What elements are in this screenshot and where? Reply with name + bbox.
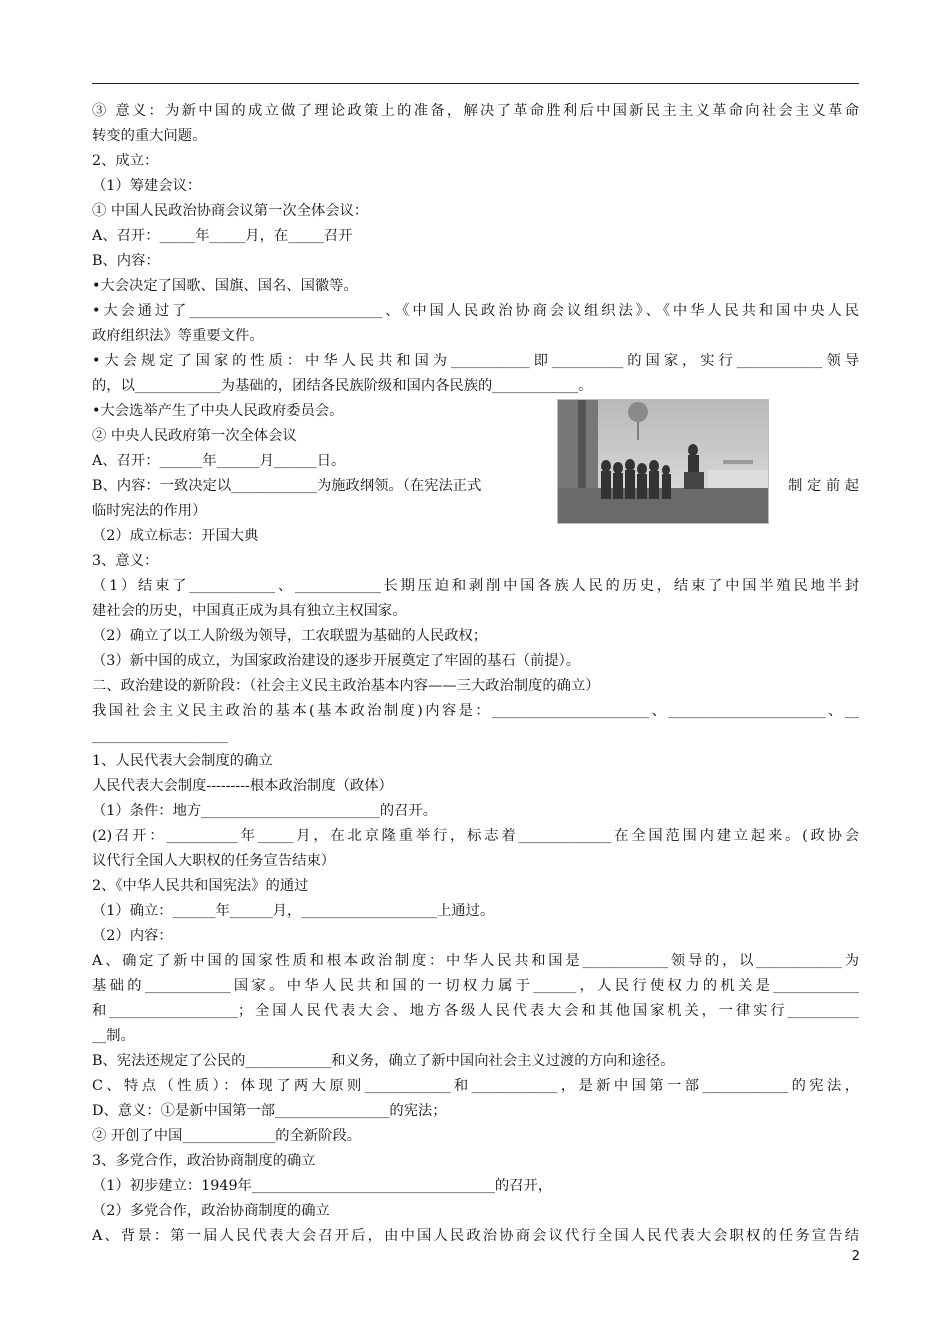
text-line: B、内容： [92, 253, 160, 269]
text-line: （2）成立标志：开国大典 [92, 528, 259, 544]
text-line: （2）内容： [92, 928, 173, 944]
text-line: （1）筹建会议： [92, 178, 202, 194]
text-line: ① 中国人民政治协商会议第一次全体会议： [92, 203, 369, 219]
text-line: （3）新中国的成立，为国家政治建设的逐步开展奠定了牢固的基石（前提）。 [92, 653, 581, 669]
text-line: （1）条件：地方_________________________的召开。 [92, 803, 438, 819]
text-line: A、召开：_____年_____月，在_____召开 [92, 228, 353, 244]
text-line: 2、成立： [92, 153, 159, 169]
text-line: D、意义：①是新中国第一部________________的宪法； [92, 1103, 447, 1119]
text-line: C、特点（性质）：体现了两大原则____________和____________，是新中国第一部____________的宪法， [92, 1078, 859, 1094]
text-line: 2、《中华人民共和国宪法》的通过 [92, 878, 309, 894]
text-line: B、内容：一致决定以____________为施政纲领。（在宪法正式 [92, 478, 482, 494]
wrapped-text-right: 制 定 前 起 [788, 478, 859, 494]
text-line: 我国社会主义民主政治的基本(基本政治制度)内容是：______________________、______________________、__ [92, 703, 859, 719]
text-line: （1）确立：______年______月，___________________上通过。 [92, 903, 495, 919]
text-line: ③ 意义：为新中国的成立做了理论政策上的准备，解决了革命胜利后中国新民主主义革命向社会主义革命 [92, 103, 859, 119]
text-line: 3、多党合作，政治协商制度的确立 [92, 1153, 316, 1169]
text-line: （1）结束了____________、____________长期压迫和剥削中国各族人民的历史，结束了中国半殖民地半封 [92, 578, 859, 594]
text-line: ___________________ [92, 728, 228, 744]
text-line: 二、政治建设的新阶段：（社会主义民主政治基本内容——三大政治制度的确立） [92, 678, 600, 694]
text-line: （1）初步建立：1949年__________________________________的召开， [92, 1178, 553, 1194]
text-line: •大会决定了国歌、国旗、国名、国徽等。 [92, 278, 358, 294]
page-number: 2 [851, 1249, 860, 1264]
text-line: ② 开创了中国_____________的全新阶段。 [92, 1128, 362, 1144]
text-line: •大会通过了___________________________、《中国人民政治协商会议组织法》、《中华人民共和国中央人民 [92, 303, 859, 319]
text-line: 建社会的历史，中国真正成为具有独立主权国家。 [92, 603, 407, 619]
text-line: B、宪法还规定了公民的____________和义务，确立了新中国向社会主义过渡的方向和途径。 [92, 1053, 675, 1069]
text-line: 转变的重大问题。 [92, 128, 207, 144]
text-line: •大会规定了国家的性质：中华人民共和国为___________即__________的国家，实行____________领导 [92, 353, 859, 369]
text-line: 的，以____________为基础的，团结各民族阶级和国内各民族的____________。 [92, 378, 593, 394]
text-line: 人民代表大会制度---------根本政治制度（政体） [92, 778, 393, 794]
text-line: A、背景：第一届人民代表大会召开后，由中国人民政治协商会议代行全国人民代表大会职权的任务宣告结 [92, 1228, 859, 1244]
text-line: （2）确立了以工人阶级为领导，工农联盟为基础的人民政权； [92, 628, 488, 644]
text-line: A、召开：______年______月______日。 [92, 453, 346, 469]
text-line: 1、人民代表大会制度的确立 [92, 753, 273, 769]
text-line: 政府组织法》等重要文件。 [92, 328, 264, 344]
text-line: ② 中央人民政府第一次全体会议 [92, 428, 297, 444]
text-line: __制。 [92, 1028, 135, 1044]
header-rule [92, 83, 859, 84]
text-line: 和__________________；全国人民代表大会、地方各级人民代表大会和其他国家机关，一律实行__________ [92, 1003, 859, 1019]
text-line: A、确定了新中国的国家性质和根本政治制度：中华人民共和国是____________领导的，以____________为 [92, 953, 859, 969]
text-line: 基础的____________国家。中华人民共和国的一切权力属于______，人民行使权力的机关是____________ [92, 978, 859, 994]
founding-ceremony-photo [557, 399, 769, 524]
text-line: （2）多党合作，政治协商制度的确立 [92, 1203, 330, 1219]
text-line: 临时宪法的作用） [92, 503, 207, 519]
text-line: (2)召开：__________年_____月，在北京隆重举行，标志着_____________在全国范围内建立起来。(政协会 [92, 828, 859, 844]
text-line: 议代行全国人大职权的任务宣告结束） [92, 853, 336, 869]
text-line: •大会选举产生了中央人民政府委员会。 [92, 403, 344, 419]
text-line: 3、意义： [92, 553, 159, 569]
